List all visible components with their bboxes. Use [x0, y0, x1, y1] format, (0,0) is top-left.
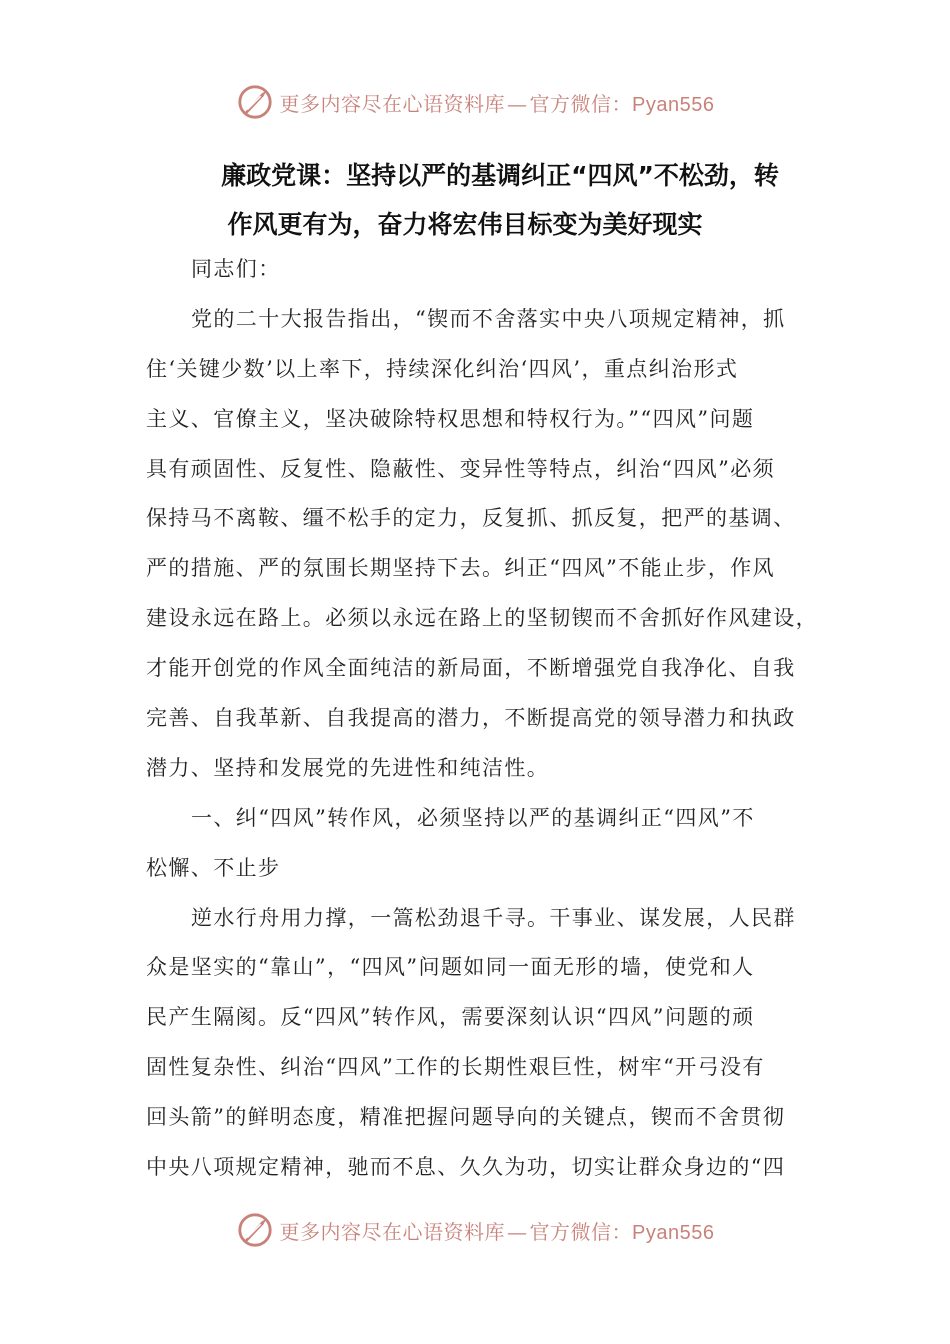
salutation: 同志们： — [191, 257, 281, 281]
page-title-line-2: 作风更有为，奋力将宏伟目标变为美好现实 — [227, 210, 703, 239]
banner-dash: — — [507, 91, 528, 116]
text-line: 严的措施、严的氛围长期坚持下去。纠正“四风”不能止步，作风 — [146, 556, 776, 581]
banner-wechat-label: 官方微信： — [529, 91, 633, 116]
banner-text — [280, 1216, 715, 1245]
text-line: 保持马不离鞍、缰不松手的定力，反复抓、抓反复，把严的基调、 — [146, 506, 796, 531]
section-heading-line: 一、纠“四风”转作风，必须坚持以严的基调纠正“四风”不 — [191, 805, 755, 830]
text-line: 主义、官僚主义，坚决破除特权思想和特权行为。”“四风”问题 — [146, 406, 755, 431]
banner-text — [280, 88, 715, 117]
text-line: 党的二十大报告指出，“锲而不舍落实中央八项规定精神，抓 — [191, 306, 786, 331]
banner-site-name: 更多内容尽在心语资料库 — [279, 1219, 506, 1244]
banner-wechat-id: Pyan556 — [632, 1221, 715, 1244]
banner-site-name: 更多内容尽在心语资料库 — [279, 91, 506, 116]
banner-wechat-label: 官方微信： — [529, 1219, 633, 1244]
quill-logo-icon — [236, 1211, 274, 1249]
text-line: 才能开创党的作风全面纯洁的新局面，不断增强党自我净化、自我 — [146, 656, 796, 681]
header-banner — [0, 80, 950, 124]
banner-wechat-id: Pyan556 — [632, 93, 715, 116]
text-line: 逆水行舟用力撑，一篙松劲退千寻。干事业、谋发展，人民群 — [191, 905, 796, 930]
section-heading-line: 松懈、不止步 — [146, 855, 281, 880]
text-line: 众是坚实的“靠山”，“四风”问题如同一面无形的墙，使党和人 — [146, 955, 755, 980]
quill-logo-icon — [236, 83, 274, 121]
footer-banner — [0, 1208, 950, 1252]
text-line: 完善、自我革新、自我提高的潜力，不断提高党的领导潜力和执政 — [146, 706, 796, 731]
document-body — [146, 245, 818, 1193]
text-line: 中央八项规定精神，驰而不息、久久为功，切实让群众身边的“四 — [146, 1155, 786, 1180]
text-line: 固性复杂性、纠治“四风”工作的长期性艰巨性，树牢“开弓没有 — [146, 1055, 765, 1080]
text-line: 建设永远在路上。必须以永远在路上的坚韧锲而不舍抓好作风建设， — [146, 606, 818, 631]
text-line: 潜力、坚持和发展党的先进性和纯洁性。 — [146, 755, 550, 780]
text-line: 民产生隔阂。反“四风”转作风，需要深刻认识“四风”问题的顽 — [146, 1005, 755, 1030]
banner-dash: — — [507, 1219, 528, 1244]
page-title-line-1: 廉政党课：坚持以严的基调纠正“四风”不松劲，转 — [221, 161, 779, 190]
text-line: 回头箭”的鲜明态度，精准把握问题导向的关键点，锲而不舍贯彻 — [146, 1105, 786, 1130]
text-line: 具有顽固性、反复性、隐蔽性、变异性等特点，纠治“四风”必须 — [146, 456, 776, 481]
text-line: 住‘关键少数’以上率下，持续深化纠治‘四风’，重点纠治形式 — [146, 356, 739, 381]
